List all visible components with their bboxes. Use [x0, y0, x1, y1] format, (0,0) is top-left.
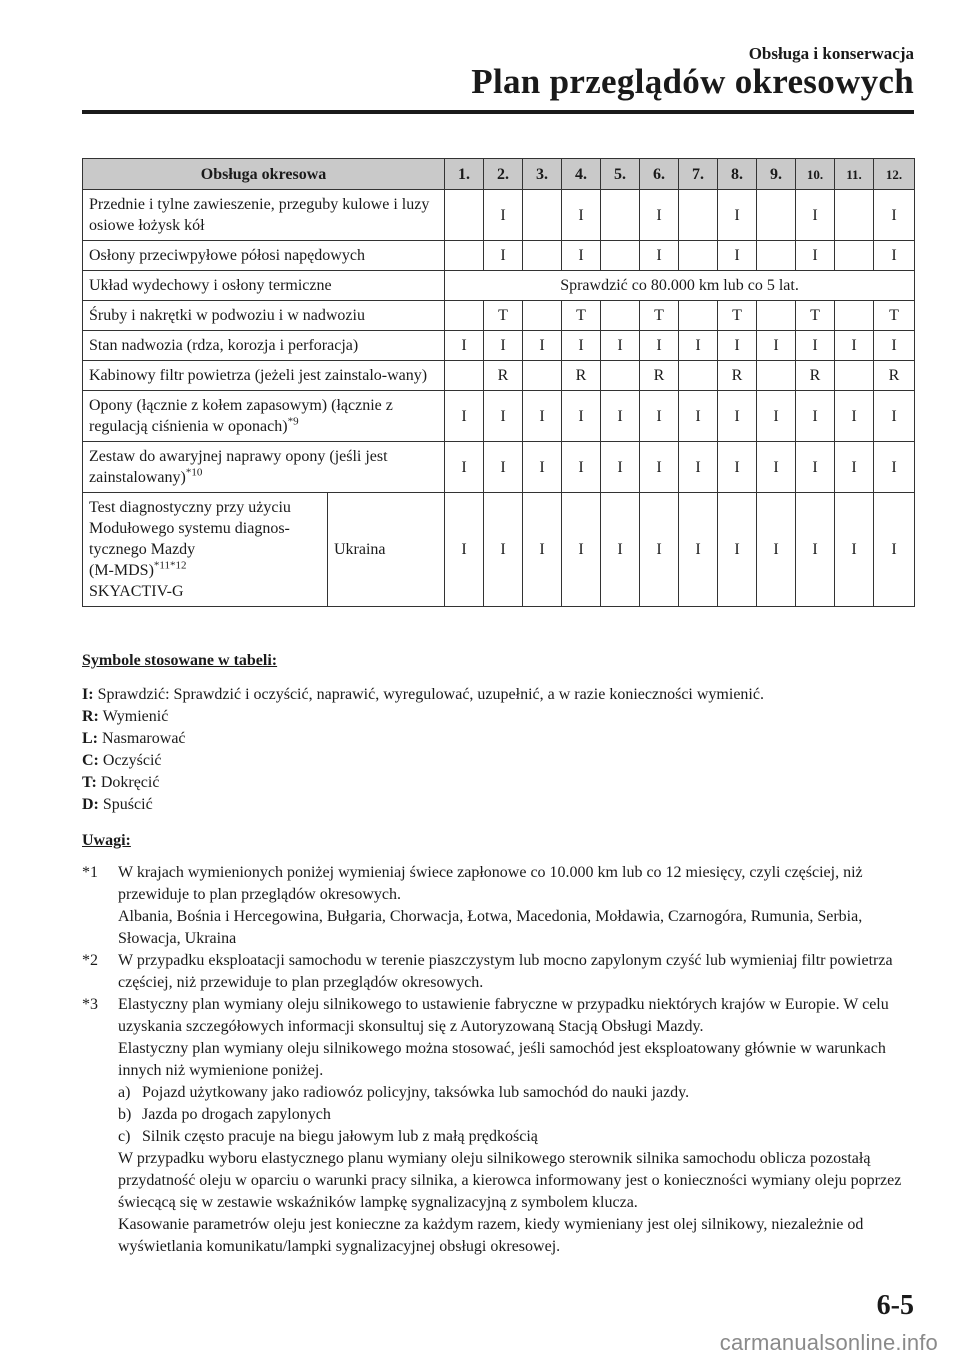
table-cell: [523, 361, 562, 391]
legend-item: [82, 728, 922, 750]
table-cell: I: [562, 493, 601, 607]
table-cell: I: [523, 442, 562, 493]
table-cell: I: [484, 190, 523, 241]
table-cell: I: [601, 391, 640, 442]
list-marker: c): [118, 1128, 131, 1145]
table-cell: [835, 361, 874, 391]
table-cell: I: [718, 493, 757, 607]
table-cell: I: [718, 391, 757, 442]
list-marker: a): [118, 1084, 131, 1101]
table-cell: [757, 301, 796, 331]
table-cell: I: [445, 331, 484, 361]
table-cell: I: [445, 442, 484, 493]
column-header-8: 8.: [718, 159, 757, 190]
legend-text: Sprawdzić: Sprawdzić i oczyścić, naprawić, wyregulować, uzupełnić, a w razie konieczności wymienić.: [97, 686, 764, 703]
table-cell: [679, 241, 718, 271]
legend-item: [82, 750, 922, 772]
table-cell: [445, 361, 484, 391]
column-header-6: 6.: [640, 159, 679, 190]
note-text: W krajach wymienionych poniżej wymieniaj świece zapłonowe co 10.000 km lub co 12 miesięcy, czyli częściej, niż przewiduje to plan przeglądów okresowych.: [118, 864, 863, 903]
table-cell: T: [718, 301, 757, 331]
footnote-ref: *9: [287, 415, 299, 428]
legend-section: [82, 650, 922, 1258]
list-text: Pojazd użytkowany jako radiowóz policyjny, taksówka lub samochód do nauki jazdy.: [142, 1084, 690, 1101]
row-label-text: Osłony przeciwpyłowe półosi napędowych: [89, 247, 365, 264]
table-header-row: [83, 159, 915, 190]
table-cell: I: [445, 493, 484, 607]
table-cell: I: [835, 493, 874, 607]
note-list-item: [118, 1082, 922, 1104]
table-cell: [757, 190, 796, 241]
legend-text: Dokręcić: [100, 774, 160, 791]
column-header-7: 7.: [679, 159, 718, 190]
note-text: W przypadku eksploatacji samochodu w terenie piaszczystym lub mocno zapylonym czyść lub wymieniaj filtr powietrza częściej, niż przewiduje to plan przeglądów okresowych.: [118, 952, 893, 991]
table-cell: I: [874, 331, 915, 361]
table-cell: [679, 361, 718, 391]
table-cell: T: [484, 301, 523, 331]
table-cell: [523, 301, 562, 331]
table-row: [83, 391, 915, 442]
note-text: Albania, Bośnia i Hercegowina, Bułgaria, Chorwacja, Łotwa, Macedonia, Mołdawia, Czarnogóra, Rumunia, Serbia, Słowacja, Ukraina: [118, 908, 863, 947]
table-cell: [835, 301, 874, 331]
notes-title: Uwagi:: [82, 832, 131, 849]
row-label: [83, 391, 445, 442]
table-cell: I: [523, 493, 562, 607]
table-cell: [523, 190, 562, 241]
table-cell: I: [562, 241, 601, 271]
legend-text: Oczyścić: [102, 752, 162, 769]
column-header-1: 1.: [445, 159, 484, 190]
legend-text: Nasmarować: [102, 730, 186, 747]
table-row: [83, 190, 915, 241]
row-label-text: Zestaw do awaryjnej naprawy opony (jeśli jest zainstalowany): [89, 448, 388, 486]
legend-symbol: I:: [82, 686, 94, 703]
table-cell: I: [640, 331, 679, 361]
table-cell: I: [601, 442, 640, 493]
table-cell: [445, 241, 484, 271]
legend-item: [82, 684, 922, 706]
table-cell: I: [796, 493, 835, 607]
list-text: Jazda po drogach zapylonych: [142, 1106, 331, 1123]
table-cell: R: [796, 361, 835, 391]
note-marker: *1: [82, 864, 98, 881]
note-text: Kasowanie parametrów oleju jest konieczne za każdym razem, kiedy wymieniany jest olej silnikowy, niezależnie od wyświetlania komunikatu/lampki sygnalizacyjnej obsługi okresowej.: [118, 1216, 864, 1255]
table-row: [83, 271, 915, 301]
legend-text: Spuścić: [102, 796, 153, 813]
column-header-11: 11.: [835, 159, 874, 190]
footnote-ref: *10: [185, 466, 203, 479]
table-cell: [601, 190, 640, 241]
table-cell: I: [523, 391, 562, 442]
row-label: [83, 493, 328, 607]
table-cell: I: [679, 442, 718, 493]
column-header-12: 12.: [874, 159, 915, 190]
table-cell: I: [757, 493, 796, 607]
table-cell: I: [718, 241, 757, 271]
table-cell: I: [640, 442, 679, 493]
table-cell: I: [796, 331, 835, 361]
row-label-line: tycznego Mazdy: [89, 541, 196, 558]
table-cell: I: [874, 493, 915, 607]
note-3: [82, 994, 922, 1258]
table-cell: I: [601, 493, 640, 607]
row-label: [83, 331, 445, 361]
table-cell: T: [874, 301, 915, 331]
table-cell: R: [640, 361, 679, 391]
table-row: [83, 442, 915, 493]
watermark: carmanualsonline.info: [719, 1330, 938, 1355]
note-text: Elastyczny plan wymiany oleju silnikowego to ustawienie fabryczne w przypadku niektórych krajów w Europie. W celu uzyskania szczegółowych informacji skonsultuj się z Autoryzowaną Stacją Obsługi Mazdy.: [118, 996, 889, 1035]
row-label: [83, 442, 445, 493]
row-label: [83, 271, 445, 301]
table-cell: I: [835, 331, 874, 361]
table-cell: [445, 301, 484, 331]
page-title: Plan przeglądów okresowych: [471, 62, 914, 101]
section-subtitle: Obsługa i konserwacja: [748, 44, 914, 63]
table-cell: R: [562, 361, 601, 391]
column-header-2: 2.: [484, 159, 523, 190]
table-cell: I: [874, 391, 915, 442]
footnote-ref: *11*12: [153, 559, 187, 572]
legend-text: Wymienić: [102, 708, 169, 725]
table-cell: I: [718, 331, 757, 361]
table-cell: I: [679, 331, 718, 361]
table-cell: I: [640, 391, 679, 442]
column-header-10: 10.: [796, 159, 835, 190]
table-cell: I: [874, 190, 915, 241]
table-cell: I: [796, 391, 835, 442]
table-cell: I: [718, 190, 757, 241]
table-cell: T: [796, 301, 835, 331]
legend-item: [82, 706, 922, 728]
table-cell: I: [679, 493, 718, 607]
row-label-text: Śruby i nakrętki w podwoziu i w nadwoziu: [89, 307, 365, 324]
table-cell: I: [757, 391, 796, 442]
table-cell: [679, 190, 718, 241]
table-cell: I: [796, 442, 835, 493]
table-cell: I: [874, 442, 915, 493]
table-cell: I: [835, 442, 874, 493]
table-cell: I: [874, 241, 915, 271]
row-label-text: Opony (łącznie z kołem zapasowym) (łącznie z regulacją ciśnienia w oponach): [89, 397, 393, 435]
table-cell: I: [757, 331, 796, 361]
row-label-text: Przednie i tylne zawieszenie, przeguby kulowe i luzy osiowe łożysk kół: [89, 196, 430, 234]
row-label-line: SKYACTIV-G: [89, 583, 184, 600]
table-cell: I: [796, 190, 835, 241]
table-cell: I: [523, 331, 562, 361]
legend-symbol: L:: [82, 730, 98, 747]
table-cell: [523, 241, 562, 271]
legend-item: [82, 794, 922, 816]
column-header-service: Obsługa okresowa: [83, 159, 445, 190]
row-label-line: Test diagnostyczny przy użyciu: [89, 499, 291, 516]
row-label-line: Modułowego systemu diagnos-: [89, 520, 290, 537]
table-cell: T: [640, 301, 679, 331]
maintenance-schedule-table: [82, 158, 915, 607]
table-cell: [601, 361, 640, 391]
table-cell: [835, 190, 874, 241]
row-label-text: Układ wydechowy i osłony termiczne: [89, 277, 332, 294]
table-cell: I: [640, 241, 679, 271]
table-cell: [601, 241, 640, 271]
header-rule: [82, 110, 914, 114]
column-header-3: 3.: [523, 159, 562, 190]
note-text: W przypadku wyboru elastycznego planu wymiany oleju silnikowego sterownik silnika samochodu oblicza pozostałą przydatność oleju w oparciu o warunki pracy silnika, a kierowca informowany jest o konieczności wymiany oleju poprzez świecącą się w zestawie wskaźników lampkę sygnalizacyjną z symbolem klucza.: [118, 1150, 902, 1211]
table-cell: R: [718, 361, 757, 391]
table-cell: I: [484, 331, 523, 361]
table-cell: I: [718, 442, 757, 493]
legend-symbol: R:: [82, 708, 99, 725]
table-cell: I: [601, 331, 640, 361]
table-cell: I: [562, 442, 601, 493]
column-header-5: 5.: [601, 159, 640, 190]
table-cell: I: [562, 331, 601, 361]
table-cell: [679, 301, 718, 331]
note-marker: *2: [82, 952, 98, 969]
table-cell: [445, 190, 484, 241]
table-row: [83, 301, 915, 331]
table-cell: I: [835, 391, 874, 442]
row-label-line: (M-MDS): [89, 562, 154, 579]
page-number: 6-5: [876, 1290, 914, 1321]
table-cell: [757, 361, 796, 391]
list-marker: b): [118, 1106, 132, 1123]
table-cell: [601, 301, 640, 331]
table-cell: I: [484, 442, 523, 493]
row-label: [83, 241, 445, 271]
table-cell: [757, 241, 796, 271]
table-cell: T: [562, 301, 601, 331]
table-cell: R: [484, 361, 523, 391]
table-cell: I: [679, 391, 718, 442]
legend-item: [82, 772, 922, 794]
row-label: [83, 301, 445, 331]
legend-symbol: C:: [82, 752, 99, 769]
table-row: [83, 361, 915, 391]
table-cell: R: [874, 361, 915, 391]
table-cell: I: [445, 391, 484, 442]
table-cell: I: [640, 493, 679, 607]
row-label-text: Kabinowy filtr powietrza (jeżeli jest zainstalo-wany): [89, 367, 428, 384]
note-list-item: [118, 1104, 922, 1126]
note-1: [82, 862, 922, 950]
table-row: [83, 241, 915, 271]
legend-title: Symbole stosowane w tabeli:: [82, 652, 278, 669]
table-cell: I: [640, 190, 679, 241]
note-text: Elastyczny plan wymiany oleju silnikowego można stosować, jeśli samochód jest eksploatowany głównie w warunkach innych niż wymienione poniżej.: [118, 1040, 886, 1079]
note-2: [82, 950, 922, 994]
row-label: [83, 361, 445, 391]
table-row: [83, 331, 915, 361]
row-region: Ukraina: [328, 493, 445, 607]
list-text: Silnik często pracuje na biegu jałowym lub z małą prędkością: [142, 1128, 538, 1145]
table-cell: I: [484, 241, 523, 271]
table-cell: I: [562, 391, 601, 442]
table-cell: I: [757, 442, 796, 493]
table-cell: [835, 241, 874, 271]
row-label-text: Stan nadwozia (rdza, korozja i perforacja): [89, 337, 359, 354]
table-cell: I: [562, 190, 601, 241]
row-label: [83, 190, 445, 241]
table-cell: I: [796, 241, 835, 271]
note-list-item: [118, 1126, 922, 1148]
table-cell-span: Sprawdzić co 80.000 km lub co 5 lat.: [445, 271, 915, 301]
note-marker: *3: [82, 996, 98, 1013]
column-header-4: 4.: [562, 159, 601, 190]
table-row: [83, 493, 915, 607]
table-cell: I: [484, 493, 523, 607]
legend-symbol: D:: [82, 796, 99, 813]
column-header-9: 9.: [757, 159, 796, 190]
legend-symbol: T:: [82, 774, 97, 791]
table-cell: I: [484, 391, 523, 442]
